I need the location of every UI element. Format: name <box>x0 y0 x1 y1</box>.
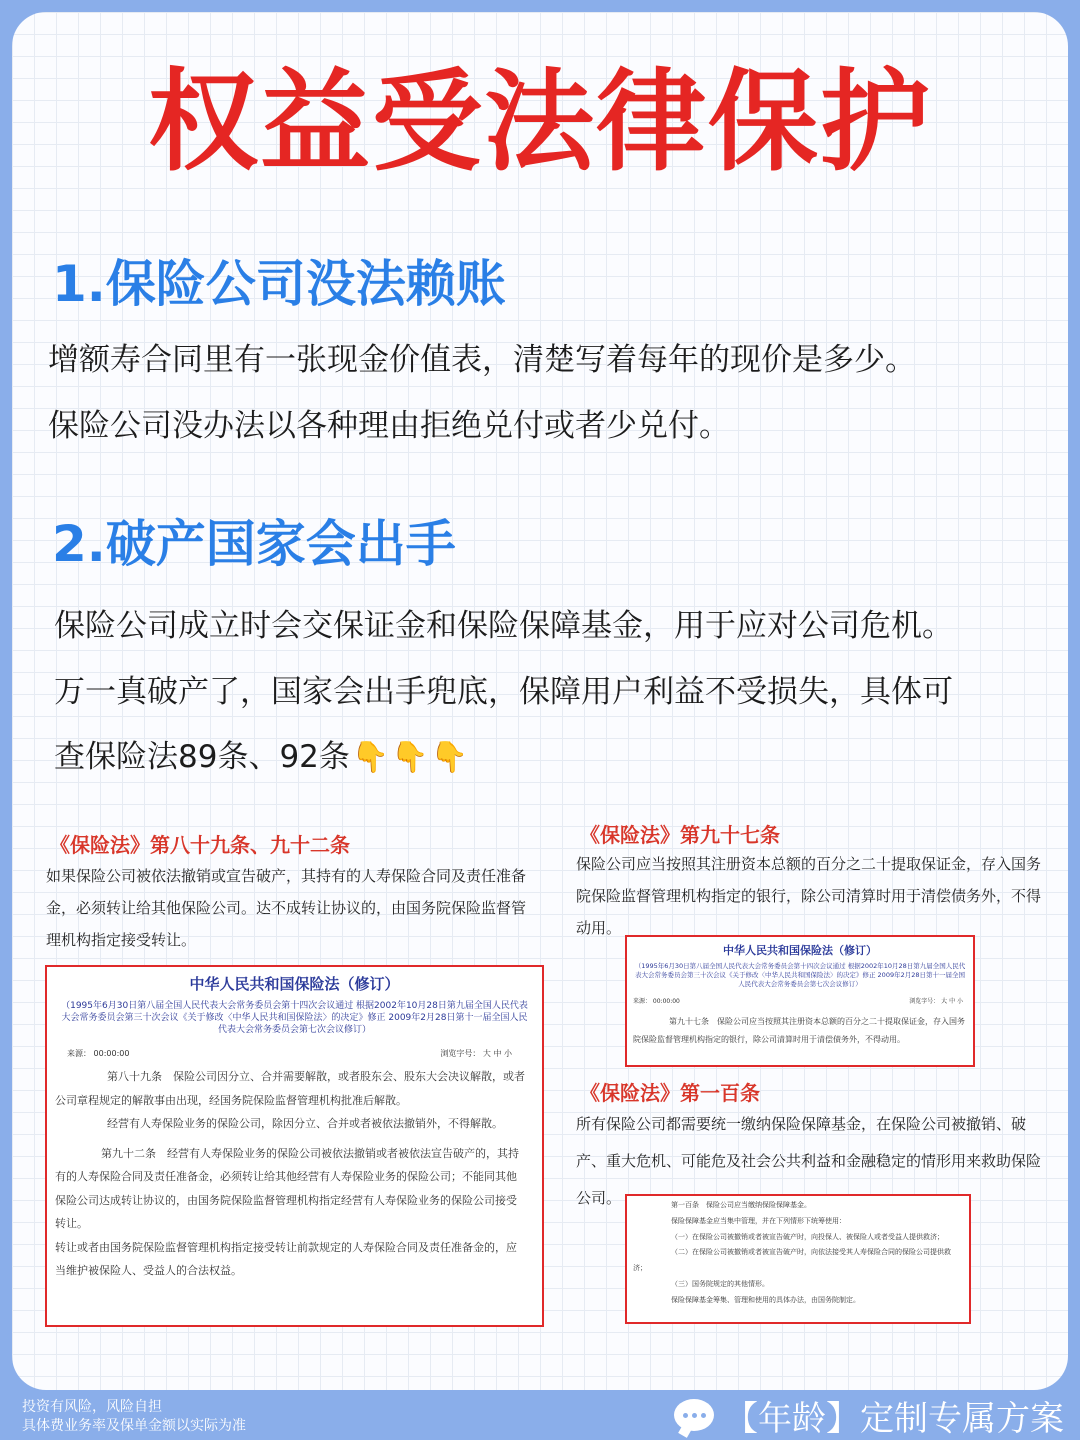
pointing-down-icon: 👇 <box>391 740 429 775</box>
law-97-summary: 保险公司应当按照其注册资本总额的百分之二十提取保证金，存入国务院保险监督管理机构指定的银行，除公司清算时用于清偿债务外，不得动用。 <box>576 855 1042 937</box>
pointing-down-icon: 👇 <box>430 740 468 775</box>
law-100-summary: 所有保险公司都需要统一缴纳保险保障基金，在保险公司被撤销、破产、重大危机、可能危及社会公共利益和金融稳定的情形用来救助保险公司。 <box>576 1115 1042 1207</box>
scan-source: 来源： 00:00:00 <box>633 998 680 1006</box>
scan-article-100-p3: （一）在保险公司被撤销或者被宣告破产时，向投保人、被保险人或者受益人提供救济； <box>671 1232 944 1241</box>
scan-article-100-p5: （三）国务院规定的其他情形。 <box>671 1279 769 1288</box>
scan-source: 来源： 00:00:00 <box>67 1049 130 1059</box>
scan-subtitle: （1995年6月30日第八届全国人民代表大会常务委员会第十四次会议通过 根据2002年10月28日第九届全国人民代表大会常务委员会第三十次会议《关于修改〈中华人民共和国保险法〉的决定》修正 2009年2月28日第十一届全国人民代表大会常务委员会第七次会议修订） <box>61 1001 528 1036</box>
section-1-line-2: 保险公司没办法以各种理由拒绝兑付或者少兑付。 <box>48 408 730 444</box>
scan-subtitle: （1995年6月30日第八届全国人民代表大会常务委员会第十四次会议通过 根据2002年10月28日第九届全国人民代表大会常务委员会第三十次会议《关于修改〈中华人民共和国保险法〉的决定》修正 2009年2月28日第十一届全国人民代表大会常务委员会第七次会议修订） <box>634 962 966 988</box>
scan-body <box>627 1196 969 1309</box>
section-2-line-3-text: 查保险法89条、92条 <box>54 739 350 775</box>
cta-text: 【年龄】定制专属方案 <box>724 1398 1064 1439</box>
scan-article-92: 第九十二条 经营有人寿保险业务的保险公司被依法撤销或者被依法宣告破产的，其持有的人寿保险合同及责任准备金，必须转让给其他经营有人寿保险业务的保险公司；不能同其他保险公司达成转让协议的，由国务院保险监督管理机构指定经营有人寿保险业务的保险公司接受转让。 <box>55 1146 519 1231</box>
section-2-heading: 2.破产国家会出手 <box>52 515 456 573</box>
scan-article-89: 第八十九条 保险公司因分立、合并需要解散，或者股东会、股东大会决议解散，或者公司章程规定的解散事由出现，经国务院保险监督管理机构批准后解散。 <box>55 1070 525 1107</box>
page-title: 权益受法律保护 <box>148 58 932 186</box>
scan-body <box>47 1059 542 1283</box>
cta-banner[interactable] <box>674 1390 1064 1440</box>
disclaimer-line-1: 投资有风险，风险自担 <box>22 1399 162 1415</box>
section-1-line-1: 增额寿合同里有一张现金价值表，清楚写着每年的现价是多少。 <box>48 342 916 378</box>
law-89-92-summary: 如果保险公司被依法撤销或宣告破产，其持有的人寿保险合同及责任准备金，必须转让给其他保险公司。达不成转让协议的，由国务院保险监督管理机构指定接受转让。 <box>46 867 527 949</box>
section-1-heading: 1.保险公司没法赖账 <box>52 255 506 313</box>
disclaimer-line-2: 具体费业务率及保单金额以实际为准 <box>22 1418 246 1434</box>
law-89-92-scan <box>45 965 544 1327</box>
scan-title: 中华人民共和国保险法（修订） <box>189 975 400 993</box>
section-2-line-3 <box>54 737 468 778</box>
chat-bubble-icon <box>674 1399 714 1431</box>
law-97-heading: 《保险法》第九十七条 <box>580 823 780 847</box>
scan-article-97: 第九十七条 保险公司应当按照其注册资本总额的百分之二十提取保证金，存入国务院保险监督管理机构指定的银行，除公司清算时用于清偿债务外，不得动用。 <box>633 1017 965 1045</box>
scan-article-100-p6: 保险保障基金筹集、管理和使用的具体办法，由国务院制定。 <box>671 1295 860 1304</box>
scan-font-size: 浏览字号： 大 中 小 <box>909 998 963 1006</box>
scan-article-100-p2: 保险保障基金应当集中管理，并在下列情形下统筹使用： <box>671 1216 846 1225</box>
law-97-scan <box>625 935 975 1067</box>
section-2-line-1: 保险公司成立时会交保证金和保险保障基金，用于应对公司危机。 <box>54 608 953 644</box>
pointing-down-icon: 👇 <box>351 740 390 775</box>
scan-article-89-p2: 经营有人寿保险业务的保险公司，除因分立、合并或者被依法撤销外，不得解散。 <box>107 1117 503 1131</box>
scan-title: 中华人民共和国保险法（修订） <box>723 944 877 957</box>
scan-font-size: 浏览字号： 大 中 小 <box>440 1049 512 1059</box>
scan-article-92-p2: 转让或者由国务院保险监督管理机构指定接受转让前款规定的人寿保险合同及责任准备金的，应当维护被保险人、受益人的合法权益。 <box>55 1240 517 1278</box>
scan-article-100-p4: （二）在保险公司被撤销或者被宣告破产时，向依法接受其人寿保险合同的保险公司提供救济； <box>633 1248 951 1273</box>
law-89-92-heading: 《保险法》第八十九条、九十二条 <box>50 833 350 857</box>
scan-meta <box>47 1036 542 1059</box>
section-2-line-2: 万一真破产了，国家会出手兜底，保障用户利益不受损失，具体可 <box>54 674 953 710</box>
law-100-heading: 《保险法》第一百条 <box>580 1081 760 1105</box>
scan-article-100: 第一百条 保险公司应当缴纳保险保障基金。 <box>671 1201 811 1209</box>
scan-meta <box>627 988 973 1005</box>
law-100-scan <box>625 1194 971 1324</box>
